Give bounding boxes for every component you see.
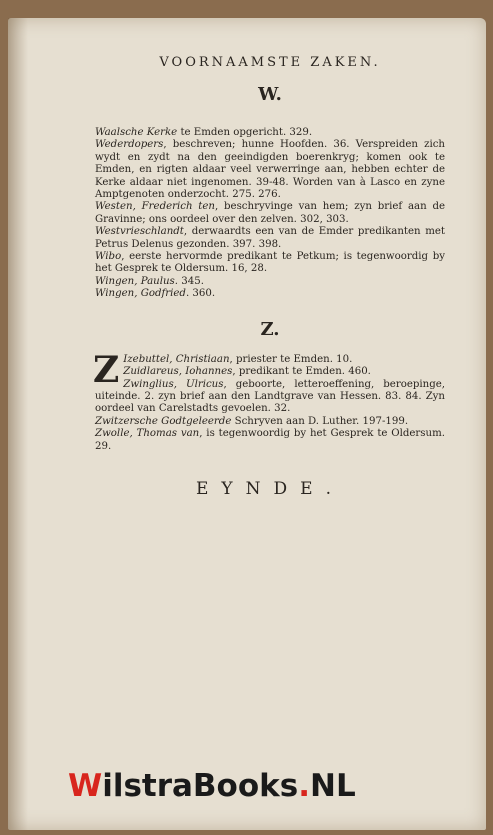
index-entry: Wingen, Godfried. 360. [95, 288, 216, 300]
section-heading-z: Z. [260, 318, 280, 340]
closing-word: EYNDE. [196, 478, 344, 499]
section-heading-w: W. [258, 84, 282, 105]
index-entry: Zuidlareus, Iohannes, predikant te Emden. 460. [123, 366, 371, 378]
index-entry: Wingen, Paulus. 345. [95, 275, 204, 287]
page-gutter-shadow [8, 18, 28, 830]
index-entry: Westen, Frederich ten, beschryvinge van hem; zyn brief aan de Gravinne; ons oordeel over den zelven. 302, 303. [95, 201, 445, 225]
drop-cap: Z [93, 348, 120, 391]
index-entry: Westvrieschlandt, derwaardts een van de Emder predikanten met Petrus Delenus gezonden. 397. 398. [95, 226, 445, 250]
page-header: VOORNAAMSTE ZAKEN. [159, 55, 381, 70]
index-entry: Zwitzersche Godtgeleerde Schryven aan D. Luther. 197-199. [95, 415, 409, 427]
index-entry: Z Izebuttel, Christiaan, priester te Emden. 10. [93, 348, 353, 391]
index-entry: Wibo, eerste hervormde predikant te Petkum; is tegenwoordig by het Gesprek te Oldersum. 16, 28. [95, 251, 445, 275]
wilstrabooks-watermark: WilstraBooks.NL [68, 768, 356, 804]
index-entry: Waalsche Kerke te Emden opgericht. 329. [95, 127, 313, 138]
index-content [95, 55, 445, 499]
index-entry: Zwinglius, Ulricus, geboorte, letteroeffening, beroepinge, uiteinde. 2. zyn brief aan den Landtgrave van Hessen. 83. 84. Zyn oordeel van Carelstadts gevoelen. 32. [95, 378, 446, 415]
index-entry: Zwolle, Thomas van, is tegenwoordig by het Gesprek te Oldersum. 29. [95, 428, 445, 452]
index-entry: Wederdopers, beschreven; hunne Hoofden. 36. Verspreiden zich wydt en zydt na den geeindigden boerenkryg; komen ook te Emden, en rigten aldaar veel verwerringe aan, hebben echter de Kerke aldaar niet ingenomen. 39-48. Worden van à Lasco en zyne Amptgenoten onderzocht. 275. 276. [95, 139, 445, 201]
